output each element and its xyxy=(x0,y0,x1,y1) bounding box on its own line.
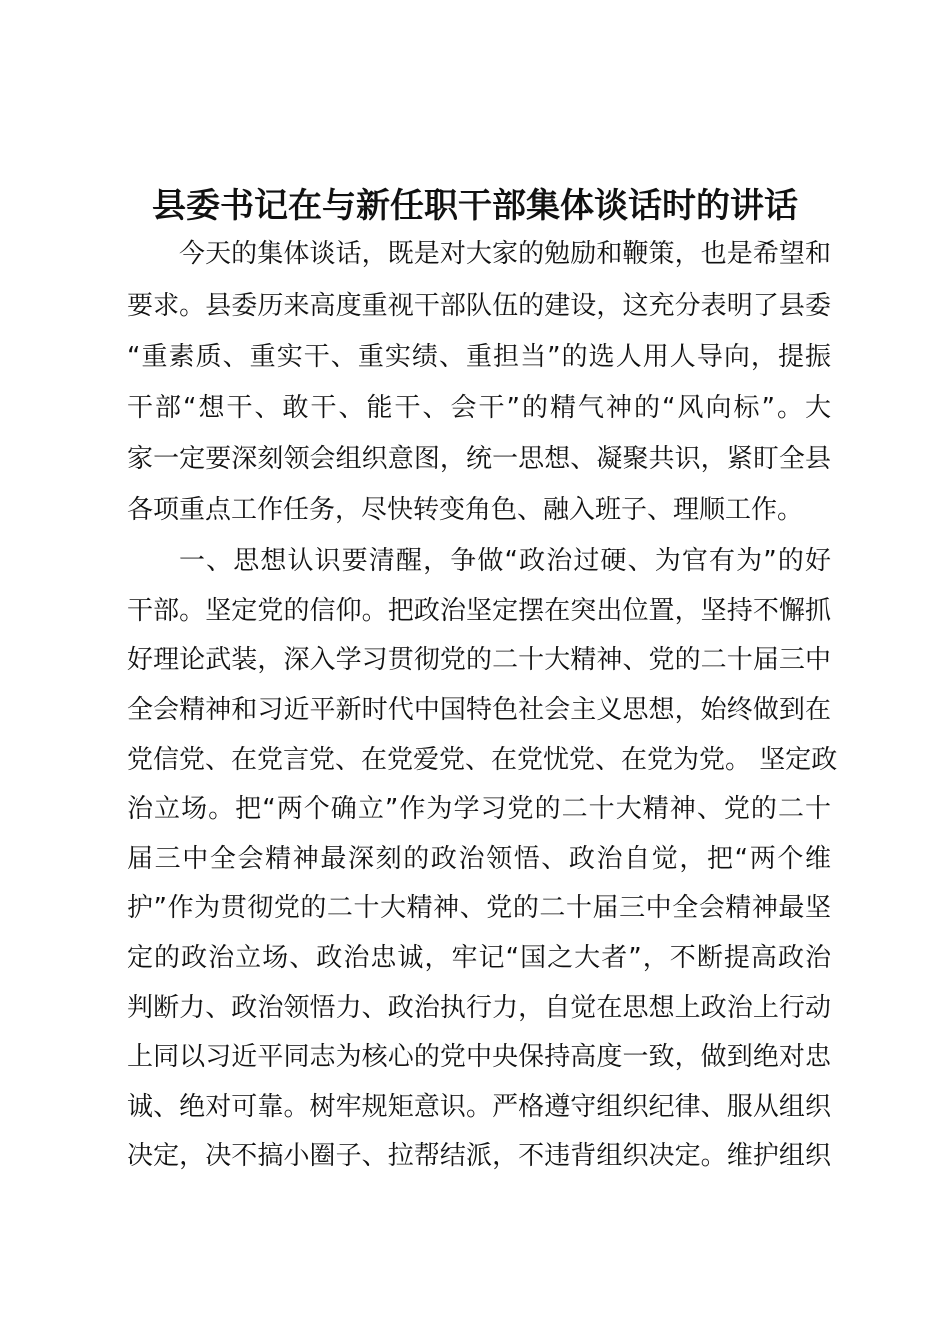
paragraph-line: 家一定要深刻领会组织意图，统一思想、凝聚共识，紧盯全县 xyxy=(127,444,831,474)
paragraph-line: 全会精神和习近平新时代中国特色社会主义思想，始终做到在 xyxy=(127,695,831,725)
paragraph-line: 决定，决不搞小圈子、拉帮结派，不违背组织决定。维护组织 xyxy=(127,1141,831,1171)
paragraph-line: 判断力、政治领悟力、政治执行力，自觉在思想上政治上行动 xyxy=(127,993,831,1023)
paragraph-line: 护”作为贯彻党的二十大精神、党的二十届三中全会精神最坚 xyxy=(127,893,831,923)
document-title: 县委书记在与新任职干部集体谈话时的讲话 xyxy=(152,186,798,226)
paragraph-line: 上同以习近平同志为核心的党中央保持高度一致，做到绝对忠 xyxy=(127,1042,831,1072)
paragraph-line: 党信党、在党言党、在党爱党、在党忧党、在党为党。 坚定政 xyxy=(127,745,838,775)
paragraph-line: 各项重点工作任务，尽快转变角色、融入班子、理顺工作。 xyxy=(127,495,804,525)
paragraph-line: 定的政治立场、政治忠诚，牢记“国之大者”，不断提高政治 xyxy=(127,943,831,973)
paragraph-line: 一、思想认识要清醒，争做“政治过硬、为官有为”的好 xyxy=(179,546,831,576)
paragraph-line: 诚、绝对可靠。树牢规矩意识。严格遵守组织纪律、服从组织 xyxy=(127,1092,831,1122)
paragraph-line: 好理论武装，深入学习贯彻党的二十大精神、党的二十届三中 xyxy=(127,645,831,675)
paragraph-line: “重素质、重实干、重实绩、重担当”的选人用人导向，提振 xyxy=(127,342,831,372)
paragraph-line: 届三中全会精神最深刻的政治领悟、政治自觉，把“两个维 xyxy=(127,844,831,874)
paragraph-line: 干部“想干、敢干、能干、会干”的精气神的“风向标”。大 xyxy=(127,393,831,423)
paragraph-line: 今天的集体谈话，既是对大家的勉励和鞭策，也是希望和 xyxy=(179,239,831,269)
paragraph-line: 干部。坚定党的信仰。把政治坚定摆在突出位置，坚持不懈抓 xyxy=(127,596,831,626)
paragraph-line: 要求。县委历来高度重视干部队伍的建设，这充分表明了县委 xyxy=(127,291,831,321)
paragraph-line: 治立场。把“两个确立”作为学习党的二十大精神、党的二十 xyxy=(127,794,831,824)
